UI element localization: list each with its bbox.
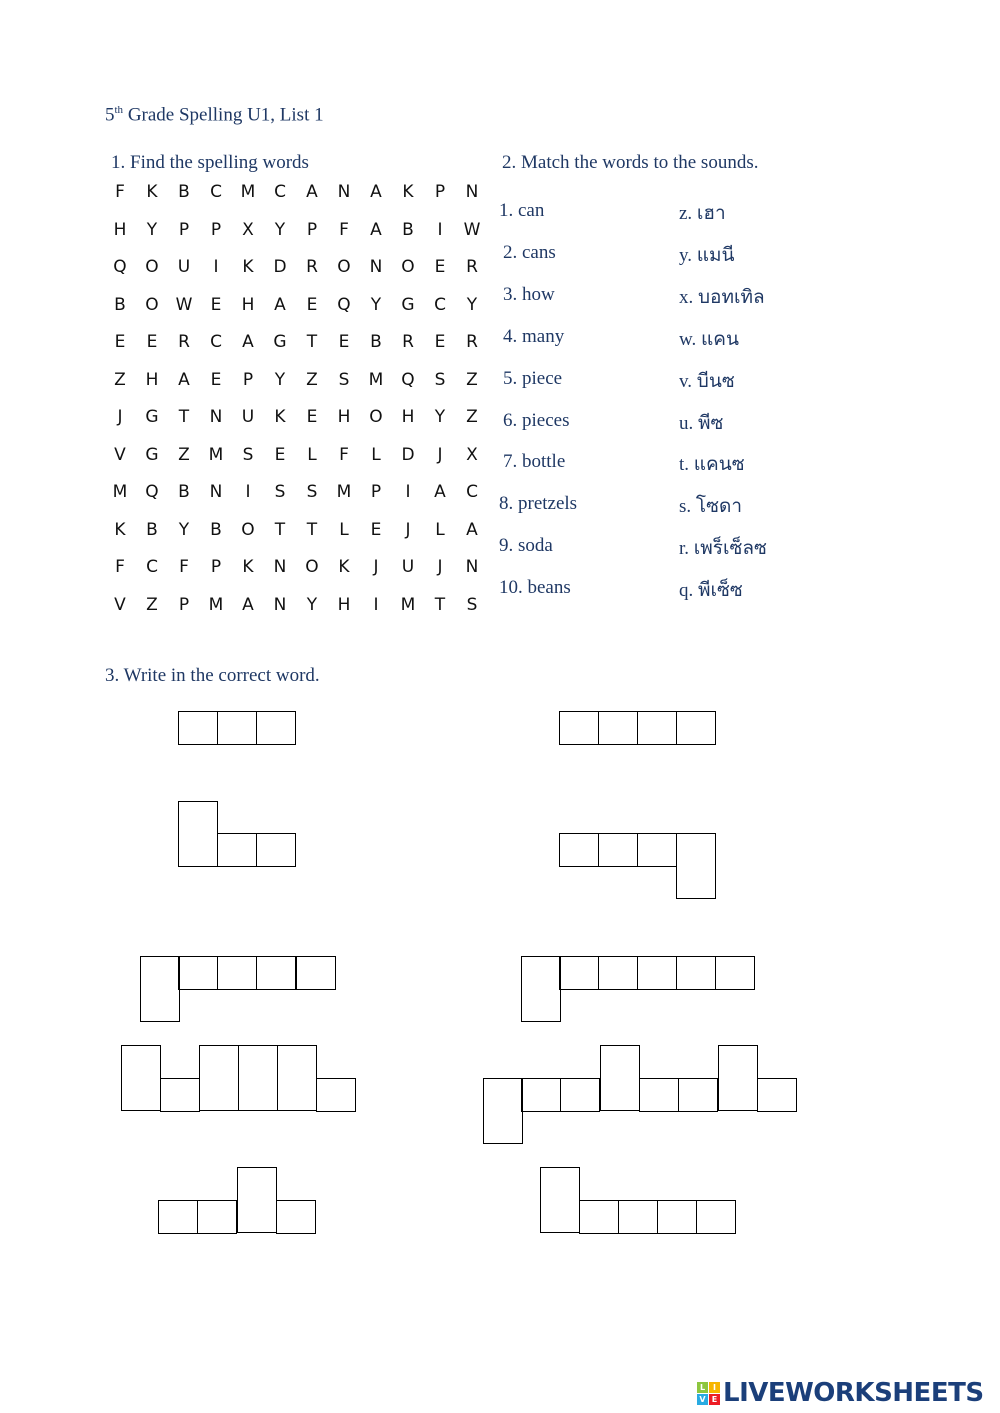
- grid-letter[interactable]: K: [274, 407, 286, 427]
- grid-letter[interactable]: V: [114, 594, 126, 615]
- letter-box[interactable]: [178, 801, 218, 867]
- grid-letter[interactable]: O: [241, 519, 255, 540]
- grid-letter[interactable]: N: [337, 182, 351, 202]
- grid-letter[interactable]: F: [179, 557, 189, 577]
- grid-letter[interactable]: A: [370, 219, 382, 240]
- match-word: 4. many: [503, 325, 565, 347]
- grid-letter[interactable]: E: [306, 294, 318, 315]
- letter-box[interactable]: [178, 711, 218, 745]
- grid-letter[interactable]: E: [370, 519, 382, 540]
- grid-letter[interactable]: M: [208, 444, 224, 465]
- grid-letter[interactable]: I: [245, 482, 251, 502]
- grid-letter[interactable]: L: [435, 519, 445, 540]
- grid-letter[interactable]: R: [178, 332, 190, 352]
- match-sound: z. เฮา: [679, 203, 726, 224]
- grid-letter[interactable]: A: [434, 482, 446, 502]
- letter-box[interactable]: [197, 1200, 237, 1234]
- match-word: 9. soda: [499, 535, 553, 557]
- word-search-grid: [104, 178, 488, 628]
- grid-letter[interactable]: R: [402, 332, 414, 352]
- logo-text: LIVEWORKSHEETS: [723, 1378, 984, 1408]
- grid-letter[interactable]: G: [145, 407, 159, 427]
- logo-letter: E: [709, 1394, 720, 1405]
- match-word: 10. beans: [499, 577, 571, 599]
- letter-box[interactable]: [637, 956, 677, 990]
- grid-letter[interactable]: T: [434, 594, 446, 615]
- match-sound: t. แคนซ: [679, 454, 745, 476]
- grid-letter[interactable]: B: [146, 519, 158, 540]
- letter-box[interactable]: [276, 1200, 316, 1234]
- letter-box[interactable]: [639, 1078, 679, 1112]
- grid-letter[interactable]: Z: [466, 407, 478, 427]
- grid-letter[interactable]: S: [306, 482, 318, 502]
- letter-box[interactable]: [277, 1045, 317, 1111]
- grid-letter[interactable]: O: [401, 257, 415, 277]
- section1-heading: 1. Find the spelling words: [111, 152, 309, 173]
- grid-letter[interactable]: H: [241, 294, 255, 315]
- letter-box[interactable]: [718, 1045, 758, 1111]
- match-word: 1. can: [499, 200, 545, 221]
- grid-letter[interactable]: G: [145, 444, 159, 465]
- grid-letter[interactable]: O: [145, 257, 159, 277]
- letter-box[interactable]: [600, 1045, 640, 1111]
- grid-letter[interactable]: P: [210, 219, 222, 240]
- grid-letter[interactable]: Z: [306, 369, 318, 390]
- grid-letter[interactable]: Q: [337, 294, 351, 315]
- match-sound: v. บีนซ: [679, 370, 735, 392]
- grid-letter[interactable]: E: [146, 332, 158, 352]
- match-sound: r. เพร็เซ็ลซ: [679, 538, 767, 560]
- grid-letter[interactable]: A: [306, 182, 318, 202]
- letter-box[interactable]: [560, 1078, 600, 1112]
- grid-letter[interactable]: J: [117, 407, 123, 427]
- letter-box[interactable]: [579, 1200, 619, 1234]
- match-word: 2. cans: [503, 241, 556, 263]
- grid-letter[interactable]: C: [146, 557, 158, 577]
- grid-letter[interactable]: Y: [178, 519, 190, 540]
- letter-box[interactable]: [217, 956, 257, 990]
- grid-letter[interactable]: B: [178, 482, 190, 502]
- letter-box[interactable]: [757, 1078, 797, 1112]
- grid-letter[interactable]: E: [210, 369, 222, 390]
- grid-letter[interactable]: L: [339, 519, 349, 540]
- grid-letter[interactable]: T: [274, 519, 286, 540]
- grid-letter[interactable]: X: [466, 444, 478, 465]
- grid-letter[interactable]: N: [209, 482, 223, 502]
- match-word: 6. pieces: [503, 409, 570, 431]
- letter-box[interactable]: [637, 833, 677, 867]
- worksheet-title: 5th Grade Spelling U1, List 1: [105, 104, 324, 126]
- grid-letter[interactable]: M: [112, 482, 128, 502]
- grid-letter[interactable]: K: [114, 519, 126, 540]
- grid-letter[interactable]: P: [178, 594, 190, 615]
- match-sound: q. พีเซ็ซ: [679, 580, 743, 602]
- grid-letter[interactable]: E: [306, 407, 318, 427]
- grid-letter[interactable]: Y: [146, 219, 158, 240]
- grid-letter[interactable]: Z: [114, 369, 126, 390]
- grid-letter[interactable]: K: [402, 182, 414, 202]
- grid-letter[interactable]: H: [145, 369, 159, 390]
- letter-box[interactable]: [217, 711, 257, 745]
- letter-box[interactable]: [696, 1200, 736, 1234]
- letter-box[interactable]: [637, 711, 677, 745]
- grid-letter[interactable]: Y: [370, 294, 382, 315]
- letter-box[interactable]: [256, 833, 296, 867]
- logo-letter: L: [697, 1382, 708, 1393]
- grid-letter[interactable]: E: [338, 332, 350, 352]
- letter-box[interactable]: [199, 1045, 239, 1111]
- grid-letter[interactable]: A: [370, 182, 382, 202]
- grid-letter[interactable]: A: [242, 594, 254, 615]
- grid-letter[interactable]: I: [405, 482, 411, 502]
- grid-letter[interactable]: L: [307, 444, 317, 465]
- grid-letter[interactable]: Q: [145, 482, 159, 502]
- grid-letter[interactable]: Z: [178, 444, 190, 465]
- grid-letter[interactable]: Q: [113, 257, 127, 277]
- grid-letter[interactable]: O: [145, 294, 159, 315]
- letter-box[interactable]: [316, 1078, 356, 1112]
- grid-letter[interactable]: E: [434, 332, 446, 352]
- section3-heading: 3. Write in the correct word.: [105, 665, 320, 686]
- letter-box[interactable]: [521, 1078, 561, 1112]
- grid-letter[interactable]: T: [178, 407, 190, 427]
- grid-letter[interactable]: N: [465, 182, 479, 202]
- letter-box[interactable]: [217, 833, 257, 867]
- grid-letter[interactable]: J: [437, 557, 443, 577]
- match-word: 8. pretzels: [499, 493, 578, 515]
- letter-box[interactable]: [676, 711, 716, 745]
- letter-box[interactable]: [715, 956, 755, 990]
- grid-letter[interactable]: C: [210, 182, 222, 202]
- grid-letter[interactable]: H: [337, 407, 351, 427]
- grid-letter[interactable]: Y: [434, 407, 446, 427]
- grid-letter[interactable]: R: [306, 257, 318, 277]
- grid-letter[interactable]: E: [434, 257, 446, 277]
- letter-box[interactable]: [598, 956, 638, 990]
- grid-letter[interactable]: S: [338, 369, 350, 390]
- letter-box[interactable]: [256, 711, 296, 745]
- grid-letter[interactable]: Q: [401, 369, 415, 390]
- grid-letter[interactable]: U: [177, 257, 191, 277]
- grid-letter[interactable]: G: [401, 294, 415, 315]
- letter-box[interactable]: [676, 833, 716, 899]
- match-word: 3. how: [503, 283, 555, 305]
- grid-letter[interactable]: N: [209, 407, 223, 427]
- letter-box[interactable]: [178, 956, 218, 990]
- grid-letter[interactable]: K: [242, 257, 254, 277]
- grid-letter[interactable]: G: [273, 332, 287, 352]
- grid-letter[interactable]: N: [465, 557, 479, 577]
- grid-letter[interactable]: J: [437, 444, 443, 465]
- grid-letter[interactable]: F: [115, 557, 125, 577]
- letter-box[interactable]: [540, 1167, 580, 1233]
- grid-letter[interactable]: O: [305, 557, 319, 577]
- grid-letter[interactable]: P: [242, 369, 254, 390]
- grid-letter[interactable]: J: [373, 557, 379, 577]
- grid-letter[interactable]: D: [273, 257, 287, 277]
- letter-box[interactable]: [296, 956, 336, 990]
- letter-box[interactable]: [121, 1045, 161, 1111]
- section2-heading: 2. Match the words to the sounds.: [502, 152, 759, 173]
- grid-letter[interactable]: E: [114, 332, 126, 352]
- match-sound: u. พีซ: [679, 412, 724, 434]
- grid-letter[interactable]: D: [401, 444, 415, 465]
- letter-box[interactable]: [676, 956, 716, 990]
- grid-letter[interactable]: E: [210, 294, 222, 315]
- logo-letter: I: [709, 1382, 720, 1393]
- grid-letter[interactable]: U: [401, 557, 415, 577]
- grid-letter[interactable]: P: [434, 182, 446, 202]
- grid-letter[interactable]: C: [466, 482, 478, 502]
- grid-letter[interactable]: P: [370, 482, 382, 502]
- grid-letter[interactable]: P: [210, 557, 222, 577]
- grid-letter[interactable]: P: [178, 219, 190, 240]
- grid-letter[interactable]: R: [466, 257, 478, 277]
- letter-box[interactable]: [598, 711, 638, 745]
- letter-box[interactable]: [618, 1200, 658, 1234]
- grid-letter[interactable]: C: [434, 294, 446, 315]
- letter-box[interactable]: [238, 1045, 278, 1111]
- grid-letter[interactable]: K: [338, 557, 350, 577]
- grid-letter[interactable]: N: [273, 557, 287, 577]
- grid-letter[interactable]: S: [274, 482, 286, 502]
- grid-letter[interactable]: A: [466, 519, 478, 540]
- grid-letter[interactable]: T: [306, 332, 318, 352]
- grid-letter[interactable]: Z: [466, 369, 478, 390]
- match-sound: y. แมนี: [679, 244, 735, 266]
- logo-mark-icon: [697, 1382, 720, 1405]
- letter-box[interactable]: [598, 833, 638, 867]
- match-sound: w. แคน: [679, 328, 739, 350]
- match-word: 7. bottle: [503, 451, 566, 473]
- letter-box[interactable]: [237, 1167, 277, 1233]
- grid-letter[interactable]: W: [175, 294, 193, 315]
- grid-letter[interactable]: A: [242, 332, 254, 352]
- grid-letter[interactable]: N: [369, 257, 383, 277]
- letter-box[interactable]: [559, 833, 599, 867]
- letter-box[interactable]: [483, 1078, 523, 1144]
- grid-letter[interactable]: B: [210, 519, 222, 540]
- grid-letter[interactable]: Y: [306, 594, 318, 615]
- grid-letter[interactable]: Y: [466, 294, 478, 315]
- grid-letter[interactable]: X: [242, 219, 254, 240]
- grid-letter[interactable]: Z: [146, 594, 158, 615]
- grid-letter[interactable]: R: [466, 332, 478, 352]
- grid-letter[interactable]: B: [114, 294, 126, 315]
- grid-letter[interactable]: E: [274, 444, 286, 465]
- grid-letter[interactable]: T: [306, 519, 318, 540]
- grid-letter[interactable]: F: [115, 182, 125, 202]
- letter-box[interactable]: [559, 711, 599, 745]
- grid-letter[interactable]: V: [114, 444, 126, 465]
- grid-letter[interactable]: O: [369, 407, 383, 427]
- grid-letter[interactable]: O: [337, 257, 351, 277]
- letter-box[interactable]: [160, 1078, 200, 1112]
- match-word: 5. piece: [503, 367, 563, 389]
- grid-letter[interactable]: B: [178, 182, 190, 202]
- grid-letter[interactable]: B: [370, 332, 382, 352]
- match-sound: x. บอทเทิล: [679, 286, 765, 308]
- grid-letter[interactable]: A: [178, 369, 190, 390]
- grid-letter[interactable]: I: [213, 257, 219, 277]
- grid-letter[interactable]: M: [368, 369, 384, 390]
- grid-letter[interactable]: Y: [274, 219, 286, 240]
- grid-letter[interactable]: C: [210, 332, 222, 352]
- letter-box[interactable]: [521, 956, 561, 1022]
- grid-letter[interactable]: M: [208, 594, 224, 615]
- grid-letter[interactable]: U: [241, 407, 255, 427]
- grid-letter[interactable]: S: [466, 594, 478, 615]
- grid-letter[interactable]: J: [405, 519, 411, 540]
- grid-letter[interactable]: K: [242, 557, 254, 577]
- letter-box[interactable]: [678, 1078, 718, 1112]
- match-sound: s. โซดา: [679, 496, 743, 518]
- grid-letter[interactable]: F: [339, 219, 349, 240]
- liveworksheets-logo: [697, 1378, 984, 1408]
- grid-letter[interactable]: A: [274, 294, 286, 315]
- grid-letter[interactable]: H: [337, 594, 351, 615]
- grid-letter[interactable]: B: [402, 219, 414, 240]
- grid-letter[interactable]: K: [146, 182, 158, 202]
- grid-letter[interactable]: W: [463, 219, 481, 240]
- grid-letter[interactable]: M: [400, 594, 416, 615]
- grid-letter[interactable]: H: [401, 407, 415, 427]
- grid-letter[interactable]: L: [371, 444, 381, 465]
- grid-letter[interactable]: M: [240, 182, 256, 202]
- grid-letter[interactable]: Y: [274, 369, 286, 390]
- letter-box[interactable]: [140, 956, 180, 1022]
- letter-box[interactable]: [158, 1200, 198, 1234]
- letter-box[interactable]: [657, 1200, 697, 1234]
- grid-letter[interactable]: I: [373, 594, 379, 615]
- logo-letter: V: [697, 1394, 708, 1405]
- grid-letter[interactable]: N: [273, 594, 287, 615]
- grid-letter[interactable]: S: [434, 369, 446, 390]
- grid-letter[interactable]: M: [336, 482, 352, 502]
- letter-box[interactable]: [559, 956, 599, 990]
- letter-box[interactable]: [256, 956, 296, 990]
- grid-letter[interactable]: S: [242, 444, 254, 465]
- grid-letter[interactable]: P: [306, 219, 318, 240]
- grid-letter[interactable]: F: [339, 444, 349, 465]
- grid-letter[interactable]: C: [274, 182, 286, 202]
- grid-letter[interactable]: H: [113, 219, 127, 240]
- grid-letter[interactable]: I: [437, 219, 443, 240]
